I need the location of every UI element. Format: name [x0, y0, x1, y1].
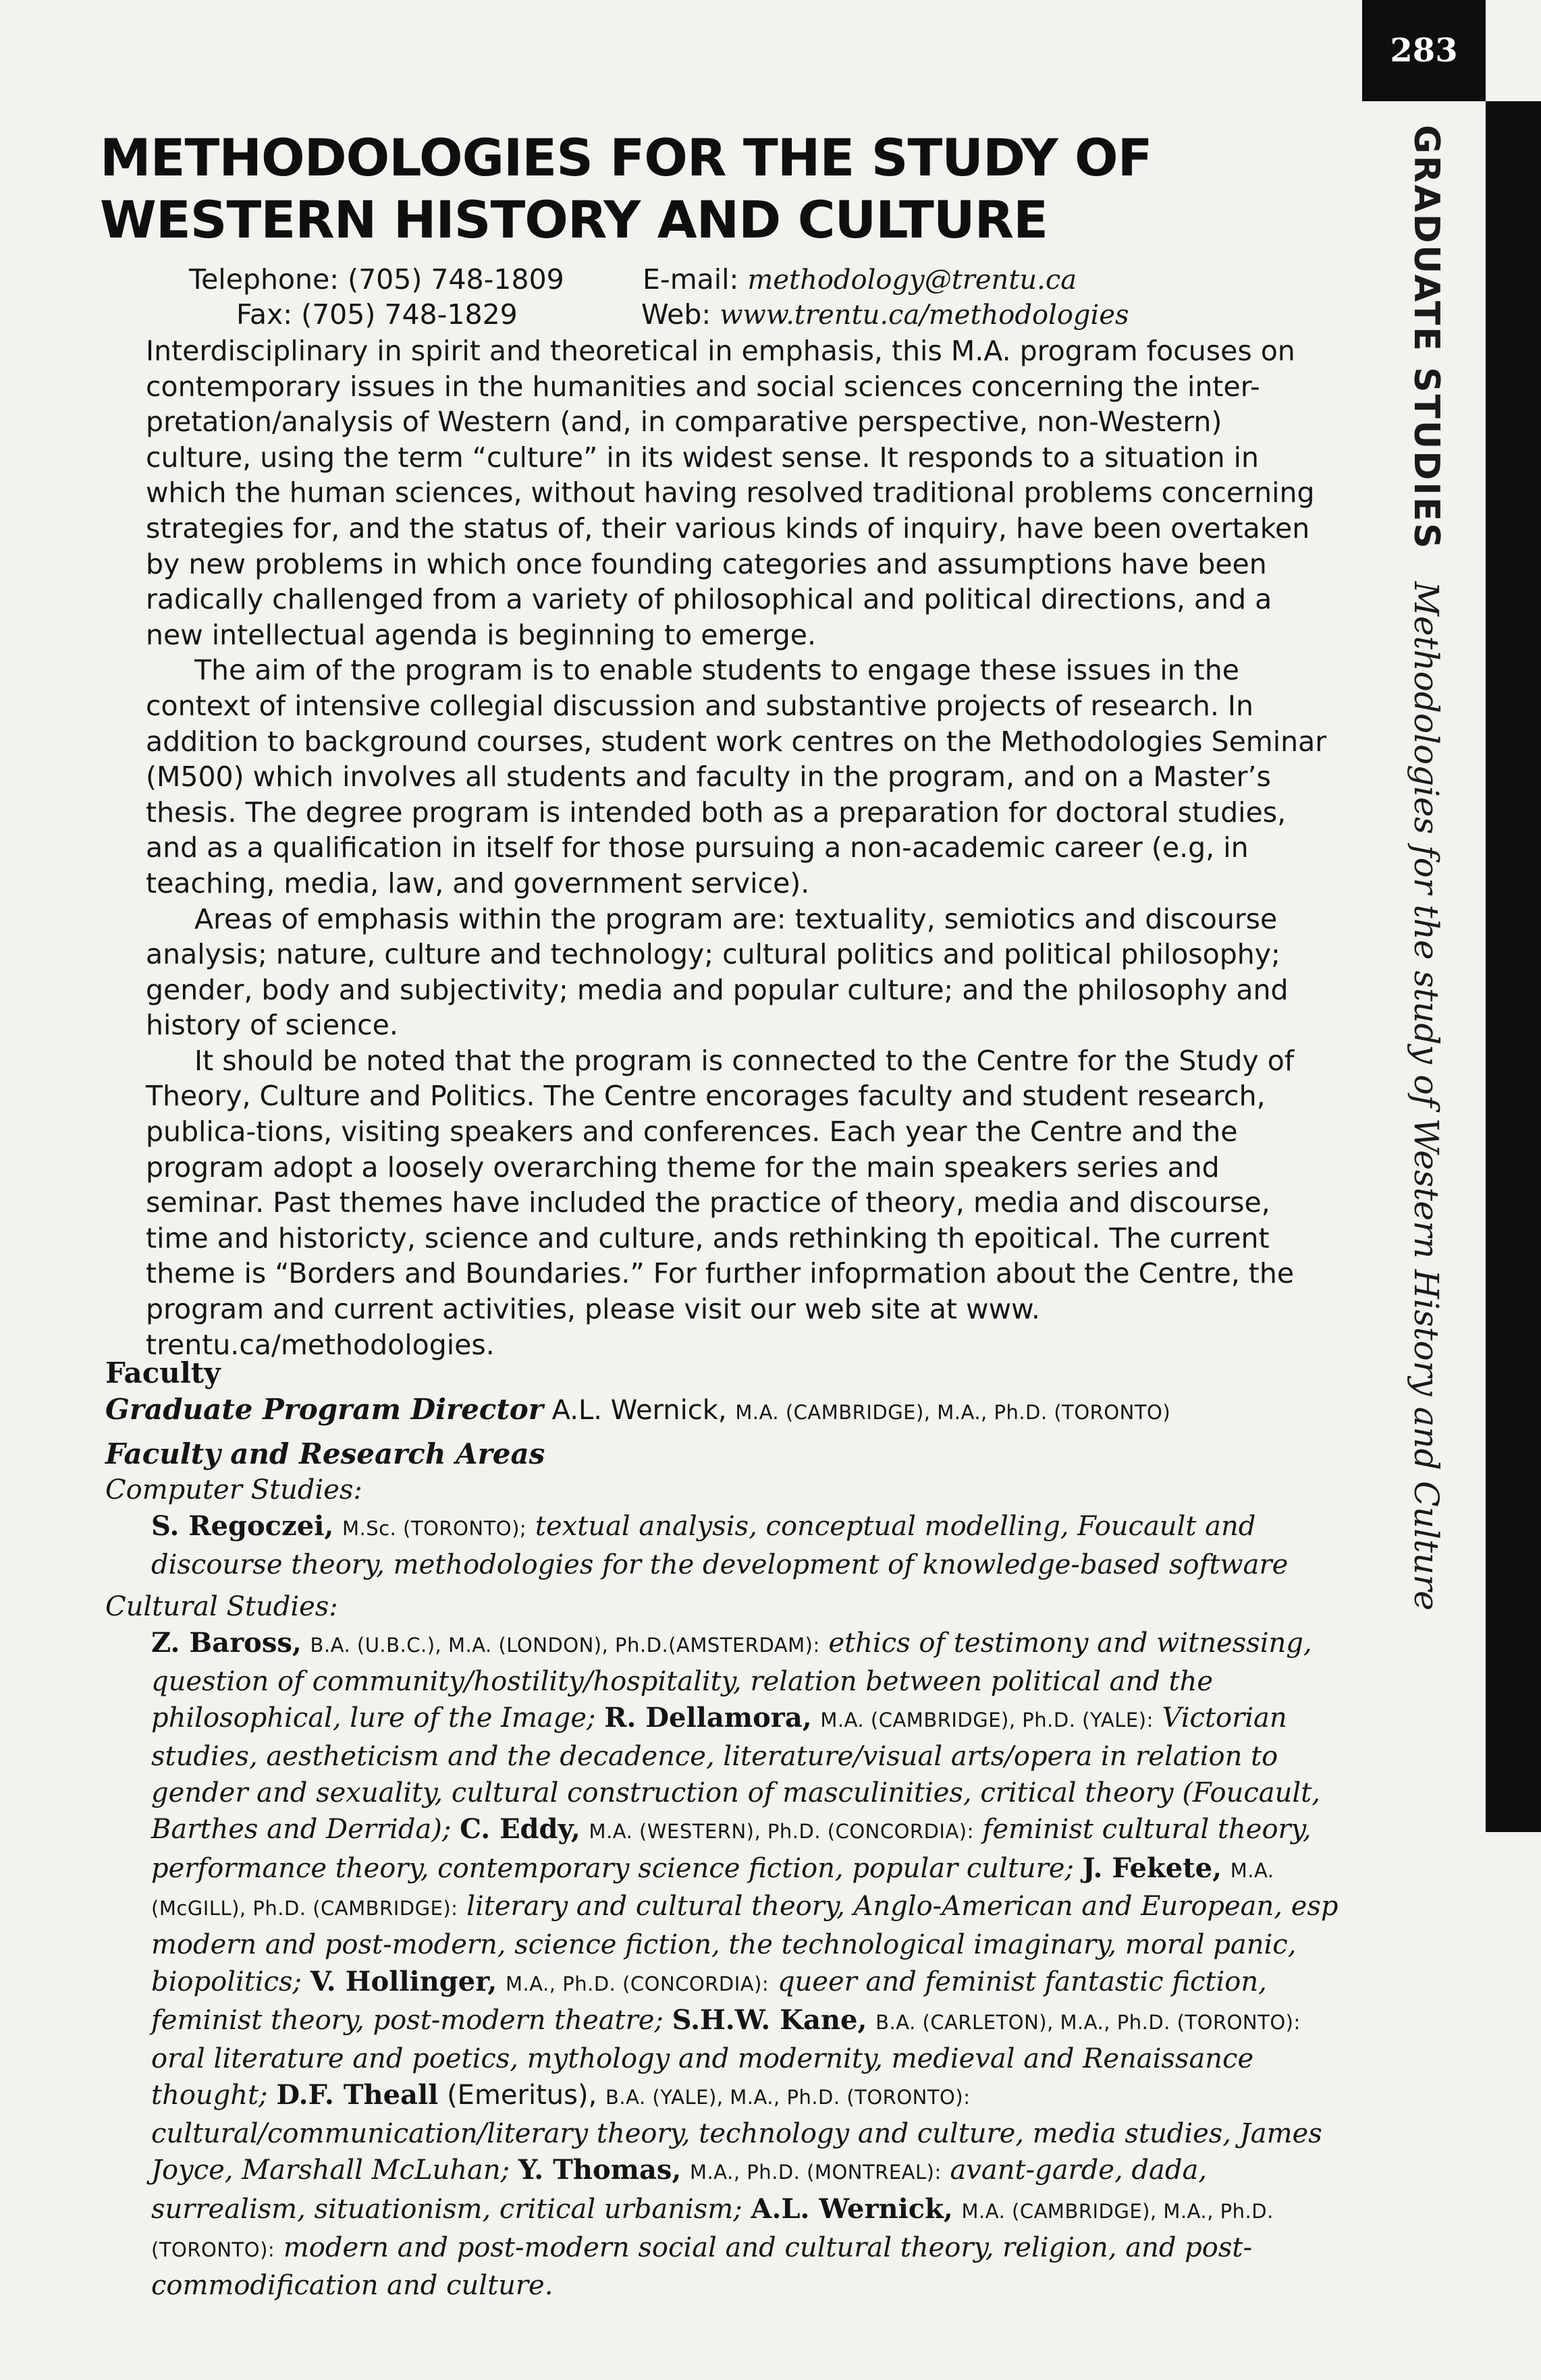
faculty-name: S.H.W. Kane,	[672, 2004, 867, 2037]
fax-value: (705) 748-1829	[301, 298, 518, 331]
faculty-areas: oral literature and poetics, mythology and modernity, medieval and Renaissance thought;	[151, 2043, 1254, 2111]
telephone-label: Telephone:	[189, 263, 340, 296]
side-running-head	[1386, 125, 1467, 1611]
faculty-degrees: M.A., Ph.D. (CONCORDIA):	[506, 1972, 769, 1995]
faculty-name: C. Eddy,	[460, 1813, 580, 1846]
program-description	[146, 333, 1335, 1362]
email-label: E-mail:	[643, 263, 739, 296]
research-areas-heading: Faculty and Research Areas	[105, 1437, 545, 1471]
faculty-name: D.F. Theall	[276, 2079, 439, 2111]
faculty-areas: textual analysis, conceptual modelling, Foucault and discourse theory, methodologies for the development of knowledge-based software	[151, 1511, 1289, 1580]
side-thumb-bar	[1486, 101, 1541, 1832]
faculty-degrees: M.A. (CAMBRIDGE), Ph.D. (YALE):	[820, 1709, 1154, 1732]
contact-block	[189, 262, 1134, 332]
faculty-degrees: M.A. (CAMBRIDGE), M.A., Ph.D. (TORONTO):	[151, 2200, 1274, 2261]
faculty-section	[105, 1355, 1341, 2304]
faculty-areas: avant-garde, dada, surrealism, situationism, critical urbanism;	[151, 2155, 1207, 2225]
faculty-areas: ethics of testimony and witnessing, question of community/hostility/hospitality, relation between political and the philosophical, lure of the Image;	[151, 1628, 1312, 1734]
faculty-name: S. Regoczei,	[151, 1510, 334, 1543]
director-degrees: M.A. (CAMBRIDGE), M.A., Ph.D. (TORONTO)	[735, 1400, 1171, 1424]
faculty-degrees: M.A., Ph.D. (MONTREAL):	[690, 2161, 942, 2184]
paragraph-aim: The aim of the program is to enable students to engage these issues in the context of intensive collegial discussion and substantive projects of research. In addition to background courses, student work centres on the Methodologies Seminar (M500) which involves all students and faculty in the program, and on a Master’s thesis. The degree program is intended both as a preparation for doctoral studies, and as a qualification in itself for those pursuing a non-academic career (e.g, in teaching, media, law, and government service).	[146, 654, 1327, 900]
faculty-degrees: B.A. (YALE), M.A., Ph.D. (TORONTO):	[605, 2086, 971, 2109]
fax-label: Fax:	[236, 298, 293, 331]
page-number: 283	[1390, 32, 1458, 70]
cultural-studies-label: Cultural Studies:	[105, 1590, 338, 1622]
faculty-areas: literary and cultural theory, Anglo-American and European, esp modern and post-modern, science fiction, the technological imaginary, moral panic, biopolitics;	[151, 1891, 1339, 1997]
faculty-name: Y. Thomas,	[518, 2154, 682, 2186]
page-title-line-1: METHODOLOGIES FOR THE STUDY OF	[100, 128, 1152, 188]
faculty-name: Z. Baross,	[151, 1627, 302, 1659]
director-name: A.L. Wernick,	[551, 1394, 727, 1426]
faculty-emeritus: (Emeritus),	[447, 2080, 597, 2111]
web-value: www.trentu.ca/methodologies	[720, 300, 1129, 331]
side-section-subtitle: Methodologies for the study of Western History and Culture	[1407, 581, 1446, 1611]
faculty-heading: Faculty	[105, 1356, 221, 1389]
page-number-tab	[1362, 0, 1486, 101]
faculty-degrees: M.A. (WESTERN), Ph.D. (CONCORDIA):	[589, 1820, 974, 1844]
faculty-areas: queer and feminist fantastic fiction, feminist theory, post-modern theatre;	[151, 1966, 1267, 2037]
faculty-name: R. Dellamora,	[604, 1702, 812, 1734]
faculty-degrees: B.A. (U.B.C.), M.A. (LONDON), Ph.D.(AMSTERDAM):	[310, 1634, 820, 1657]
paragraph-centre: It should be noted that the program is connected to the Centre for the Study of Theory, Culture and Politics. The Centre encorages faculty and student research, publica-tions, visiting speakers and conferences. Each year the Centre and the program adopt a loosely overarching theme for the main speakers series and seminar. Past themes have included the practice of theory, media and discourse, time and historicty, science and culture, ands rethinking th epoitical. The current theme is “Borders and Boundaries.” For further infoprmation about the Centre, the program and current activities, please visit our web site at www. trentu.ca/methodologies.	[146, 1044, 1295, 1361]
cultural-studies-entries	[105, 1625, 1341, 2304]
telephone-value: (705) 748-1809	[348, 263, 564, 296]
computer-studies-label: Computer Studies:	[105, 1474, 362, 1505]
email-value: methodology@trentu.ca	[747, 265, 1077, 296]
faculty-name: J. Fekete,	[1082, 1852, 1222, 1884]
faculty-areas: feminist cultural theory, performance theory, contemporary science fiction, popular culture;	[151, 1814, 1312, 1884]
faculty-degrees: M.Sc. (TORONTO);	[342, 1517, 527, 1541]
web-label: Web:	[641, 298, 711, 331]
page-title-line-2: WESTERN HISTORY AND CULTURE	[100, 190, 1048, 250]
paragraph-areas: Areas of emphasis within the program are: textuality, semiotics and discourse analysis; nature, culture and technology; cultural politics and political philosophy; gender, body and subjectivity; media and popular culture; and the philosophy and history of science.	[146, 902, 1289, 1042]
paragraph-intro: Interdisciplinary in spirit and theoretical in emphasis, this M.A. program focuses on contemporary issues in the humanities and social sciences concerning the inter-pretation/analysis of Western (and, in comparative perspective, non-Western) culture, using the term “culture” in its widest sense. It responds to a situation in which the human sciences, without having resolved traditional problems concerning strategies for, and the status of, their various kinds of inquiry, have been overtaken by new problems in which once founding categories and assumptions have been radically challenged from a variety of philosophical and political directions, and a new intellectual agenda is beginning to emerge.	[146, 335, 1315, 651]
faculty-degrees: B.A. (CARLETON), M.A., Ph.D. (TORONTO):	[875, 2011, 1301, 2035]
side-section-label: GRADUATE STUDIES	[1406, 125, 1447, 551]
faculty-areas: modern and post-modern social and cultural theory, religion, and post-commodification and culture.	[151, 2232, 1252, 2302]
faculty-areas: cultural/communication/literary theory, technology and culture, media studies, James Joyce, Marshall McLuhan;	[151, 2118, 1322, 2186]
faculty-name: V. Hollinger,	[310, 1965, 497, 1997]
faculty-areas: Victorian studies, aestheticism and the decadence, literature/visual arts/opera in relation to gender and sexuality, cultural construction of masculinities, critical theory (Foucault, Barthes and Derrida);	[151, 1703, 1320, 1846]
program-director-line	[105, 1391, 1341, 1431]
page-title	[100, 127, 1152, 251]
director-label: Graduate Program Director	[105, 1392, 543, 1426]
faculty-name: A.L. Wernick,	[751, 2193, 953, 2225]
computer-studies-entries	[105, 1508, 1341, 1583]
faculty-degrees: M.A. (McGILL), Ph.D. (CAMBRIDGE):	[151, 1858, 1274, 1920]
